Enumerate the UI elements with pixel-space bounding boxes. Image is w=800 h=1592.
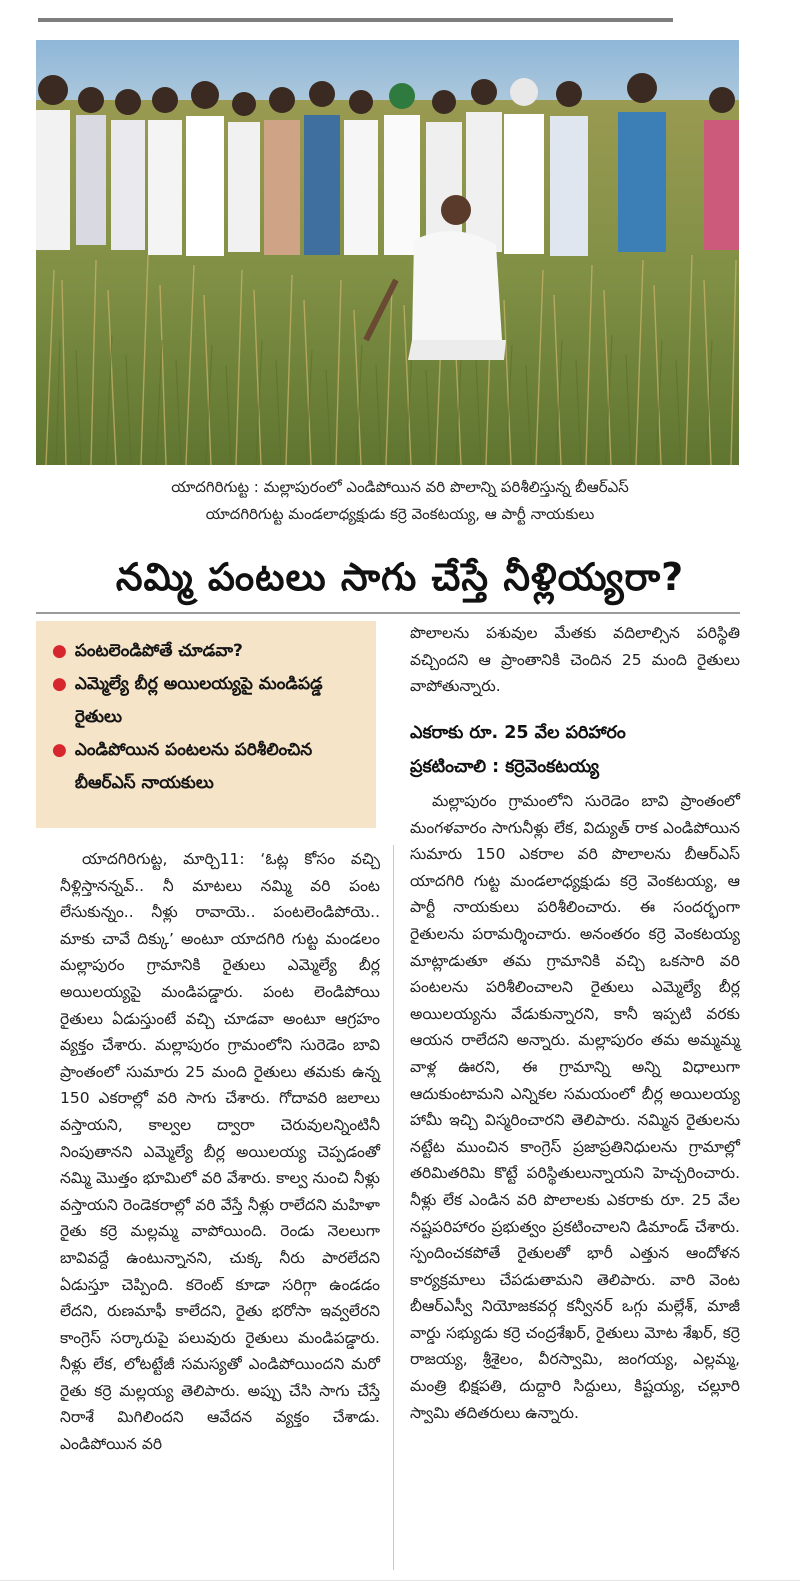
- highlight-item: [52, 635, 366, 668]
- highlights-box: [36, 621, 376, 828]
- left-column: [60, 846, 380, 1458]
- bullet-icon: ●: [52, 641, 67, 661]
- highlight-item: [52, 668, 366, 734]
- subheading-line-1: ఎకరాకు రూ. 25 వేల పరిహారం: [410, 723, 626, 743]
- paddy-field-photo: [36, 40, 739, 465]
- right-top-paragraph: పొలాలను పశువుల మేతకు వదిలాల్సిన పరిస్థితి వచ్చిందని ఆ ప్రాంతానికి చెందిన 25 మంది రైతులు వాపోతున్నారు.: [410, 624, 740, 696]
- highlight-item: [52, 734, 366, 800]
- caption-line-1: యాదగిరిగుట్ట : మల్లాపురంలో ఎండిపోయిన వరి పొలాన్ని పరిశీలిస్తున్న బీఆర్ఎస్: [171, 478, 629, 496]
- right-column: [410, 788, 740, 1426]
- highlight-text: ఎమ్మెల్యే బీర్ల అయిలయ్యపై మండిపడ్డ రైతులు: [74, 674, 323, 727]
- caption-line-2: యాదగిరిగుట్ట మండలాధ్యక్షుడు కర్రె వెంకటయ్య, ఆ పార్టీ నాయకులు: [205, 505, 595, 523]
- highlight-text: ఎండిపోయిన పంటలను పరిశీలించిన బీఆర్ఎస్ నాయకులు: [74, 740, 313, 793]
- photo-caption: [60, 474, 740, 528]
- headline: నమ్మి పంటలు సాగు చేస్తే నీళ్లియ్యరా?: [115, 555, 685, 599]
- top-rule: [38, 18, 673, 22]
- headline-rule: [36, 612, 740, 614]
- left-column-paragraph: యాదగిరిగుట్ట, మార్చి11: ‘ఓట్ల కోసం వచ్చి నీళ్లిస్తానన్నవ్.. నీ మాటలు నమ్మి వరి పంట లేసుకున్నం.. నీళ్లు రావాయె.. పంటలెండిపోయె.. మాకు చావే దిక్కు’ అంటూ యాదగిరి గుట్ట మండలం మల్లాపురం గ్రామానికి రైతులు ఎమ్మెల్యే బీర్ల అయిలయ్యపై మండిపడ్డారు. పంట లెండిపోయి రైతులు ఏడుస్తుంటే వచ్చి చూడవా అంటూ ఆగ్రహం వ్యక్తం చేశారు. మల్లాపురం గ్రామంలోని సురెడెం బావి ప్రాంతంలో సుమారు 25 మంది రైతులు తమకు ఉన్న 150 ఎకరాల్లో వరి సాగు చేశారు. గోదావరి జలాలు వస్తాయని, కాల్వల ద్వారా చెరువులన్నింటినీ నింపుతానని ఎమ్మెల్యే బీర్ల అయిలయ్య చెప్పడంతో నమ్మి మొత్తం భూమిలో వరి వేశారు. కాల్వ నుంచి నీళ్లు వస్తాయని రెండెకరాల్లో వరి వేస్తే నీళ్లు రాలేదని మహిళా రైతు కర్రె మల్లమ్మ వాపోయింది. రెండు నెలలుగా బావివద్దే ఉంటున్నానని, చుక్క నీరు పారలేదని ఏడుస్తూ చెప్పింది. కరెంట్ కూడా సరిగ్గా ఉండడం లేదని, రుణమాఫీ కాలేదని, రైతు భరోసా ఇవ్వలేరని కాంగ్రెస్ సర్కారుపై పలువురు రైతులు మండిపడ్డారు. నీళ్లు లేక, లోటట్టేజీ సమస్యతో ఎండిపోయిందని మరో రైతు కర్రె మల్లయ్య తెలిపారు. అప్పు చేసి సాగు చేస్తే నిరాశే మిగిలిందని ఆవేదన వ్యక్తం చేశాడు. ఎండిపోయిన వరి: [60, 850, 380, 1454]
- highlight-text: పంటలెండిపోతే చూడవా?: [74, 641, 243, 661]
- bullet-icon: ●: [52, 740, 67, 760]
- bullet-icon: ●: [52, 674, 67, 694]
- subheading: [410, 716, 740, 784]
- column-divider: [393, 845, 394, 1570]
- bottom-rule: [0, 1580, 800, 1581]
- news-photo: [36, 40, 739, 465]
- right-column-top: [410, 620, 740, 700]
- subheading-line-2: ప్రకటించాలి : కర్రెవెంకటయ్య: [410, 757, 600, 777]
- right-column-paragraph: మల్లాపురం గ్రామంలోని సురెడెం బావి ప్రాంతంలో మంగళవారం సాగునీళ్లు లేక, విద్యుత్ రాక ఎండిపోయిన సుమారు 150 ఎకరాల వరి పొలాలను బీఆర్ఎస్ యాదగిరి గుట్ట మండలాధ్యక్షుడు కర్రె వెంకటయ్య, ఆ పార్టీ నాయకులు పరిశీలించారు. ఈ సందర్భంగా రైతులను పరామర్శించారు. అనంతరం కర్రె వెంకటయ్య మాట్లాడుతూ తమ గ్రామానికి వచ్చి ఒకసారి వరి పంటలను పరిశీలించాలని రైతులు ఎమ్మెల్యే బీర్ల అయిలయ్యను వేడుకున్నారని, కానీ ఇప్పటి వరకు ఆయన రాలేదని అన్నారు. మల్లాపురం తమ అమ్మమ్మ వాళ్ల ఊరని, ఈ గ్రామాన్ని అన్ని విధాలుగా ఆదుకుంటామని ఎన్నికల సమయంలో బీర్ల అయిలయ్య హామీ ఇచ్చి విస్మరించారని తెలిపారు. నమ్మిన రైతులను నట్టేట ముంచిన కాంగ్రెస్ ప్రజాప్రతినిధులను గ్రామాల్లో తరిమితరిమి కొట్టే పరిస్థితులున్నాయని హెచ్చరించారు. నీళ్లు లేక ఎండిన వరి పొలాలకు ఎకరాకు రూ. 25 వేల నష్టపరిహారం ప్రభుత్వం ప్రకటించాలని డిమాండ్ చేశారు. స్పందించకపోతే రైతులతో భారీ ఎత్తున ఆందోళన కార్యక్రమాలు చేపడుతామని తెలిపారు. వారి వెంట బీఆర్ఎస్వీ నియోజకవర్గ కన్వీనర్ ఒగ్గు మల్లేశ్, మాజీ వార్డు సభ్యుడు కర్రె చంద్రశేఖర్, రైతులు మోట శేఖర్, కర్రె రాజయ్య, శ్రీశైలం, వీరస్వామి, జంగయ్య, ఎల్లమ్మ, మంత్రి భిక్షపతి, దుద్దారి సిద్దులు, కిష్టయ్య, చల్లూరి స్వామి తదితరులు ఉన్నారు.: [410, 792, 740, 1422]
